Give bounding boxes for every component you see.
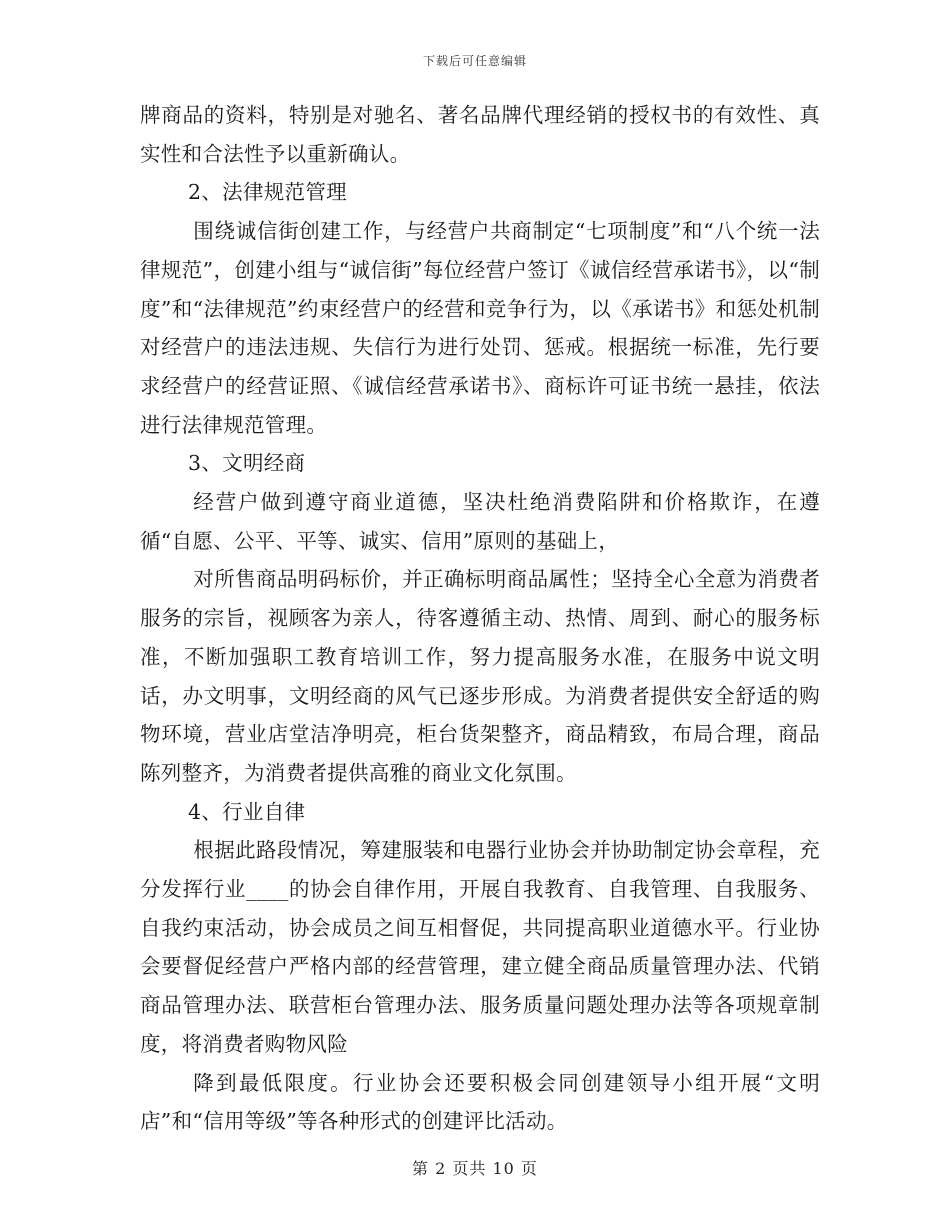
paragraph-legal: 围绕诚信街创建工作，与经营户共商制定“七项制度”和“八个统一法律规范”，创建小组与“诚信街”每位经营户签订《诚信经营承诺书》，以“制度”和“法律规范”约束经营户的经营和竞争行为，以《承诺书》和惩处机制对经营户的违法违规、失信行为进行处罚、惩戒。根据统一标准，先行要求经营户的经营证照、《诚信经营承诺书》、商标许可证书统一悬挂，依法进行法律规范管理。	[140, 219, 820, 437]
page-footer: 第 2 页共 10 页	[412, 1159, 538, 1178]
paragraph-selfdiscipline-2: 降到最低限度。行业协会还要积极会同创建领导小组开展“文明店”和“信用等级”等各种形式的创建评比活动。	[140, 1070, 820, 1134]
paragraph-selfdiscipline-1: 根据此路段情况，筹建服装和电器行业协会并协助制定协会章程，充分发挥行业____的协会自律作用，开展自我教育、自我管理、自我服务、自我约束活动，协会成员之间互相督促，共同提高职业道德水平。行业协会要督促经营户严格内部的经营管理，建立健全商品质量管理办法、代销商品管理办法、联营柜台管理办法、服务质量问题处理办法等各项规章制度，将消费者购物风险	[140, 838, 820, 1056]
section-heading-selfdiscipline: 4、行业自律	[188, 799, 306, 824]
paragraph-continuation: 牌商品的资料，特别是对驰名、著名品牌代理经销的授权书的有效性、真实性和合法性予以重新确认。	[140, 103, 820, 166]
document-body	[140, 96, 820, 1141]
page-header: 下载后可任意编辑	[422, 54, 527, 68]
section-heading-legal: 2、法律规范管理	[188, 180, 347, 205]
paragraph-civilized-2: 对所售商品明码标价，并正确标明商品属性；坚持全心全意为消费者服务的宗旨，视顾客为亲人，待客遵循主动、热情、周到、耐心的服务标准，不断加强职工教育培训工作，努力提高服务水准，在服务中说文明话，办文明事，文明经商的风气已逐步形成。为消费者提供安全舒适的购物环境，营业店堂洁净明亮，柜台货架整齐，商品精致，布局合理，商品陈列整齐，为消费者提供高雅的商业文化氛围。	[140, 567, 820, 785]
paragraph-civilized-1: 经营户做到遵守商业道德，坚决杜绝消费陷阱和价格欺诈，在遵循“自愿、公平、平等、诚实、信用”原则的基础上，	[140, 490, 820, 553]
section-heading-civilized: 3、文明经商	[188, 451, 306, 476]
